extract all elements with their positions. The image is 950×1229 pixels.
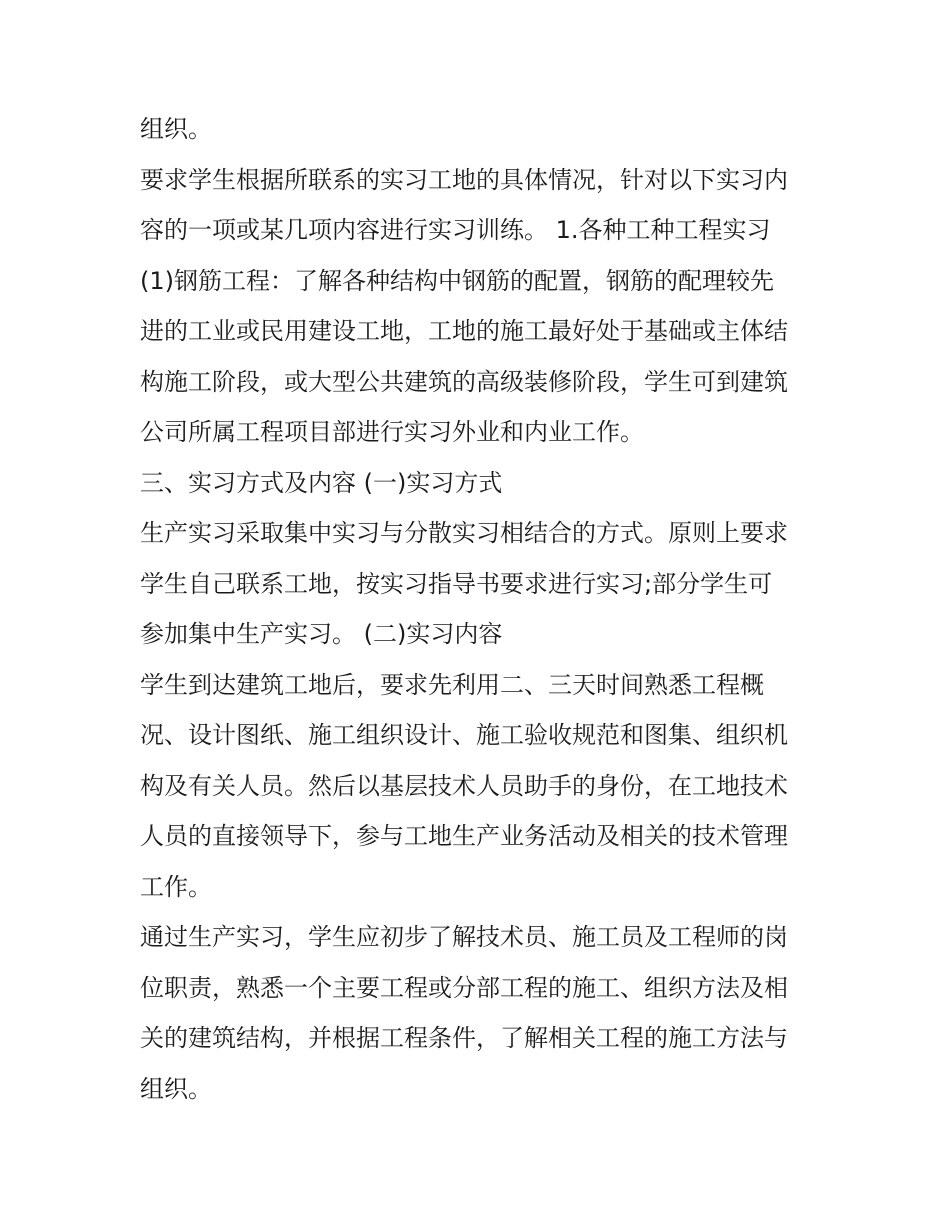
paragraph-1 <box>140 104 820 155</box>
text-line: 关的建筑结构，并根据工程条件，了解相关工程的施工方法与 <box>140 1024 788 1052</box>
text-line: 组织。 <box>140 1074 212 1103</box>
document-body <box>140 104 820 1114</box>
text-line: 生产实习采取集中实习与分散实习相结合的方式。原则上要求 <box>140 519 788 547</box>
paragraph-5 <box>140 912 820 1114</box>
paragraph-3 <box>140 508 820 660</box>
text-line: 组织。 <box>140 115 212 143</box>
text-line: 学生自己联系工地，按实习指导书要求进行实习;部分学生可 <box>140 569 773 598</box>
text-line: 要求学生根据所联系的实习工地的具体情况，针对以下实习内 <box>140 165 788 194</box>
section-heading <box>140 458 820 509</box>
text-line: 构施工阶段，或大型公共建筑的高级装修阶段，学生可到建筑 <box>140 367 788 396</box>
text-line: 通过生产实习，学生应初步了解技术员、施工员及工程师的岗 <box>140 923 788 951</box>
text-line: 况、设计图纸、施工组织设计、施工验收规范和图集、组织机 <box>140 721 788 749</box>
paragraph-2 <box>140 155 820 458</box>
text-line: 三、实习方式及内容 (一)实习方式 <box>140 468 503 497</box>
text-line: 人员的直接领导下，参与工地生产业务活动及相关的技术管理 <box>140 822 788 850</box>
text-line: 位职责，熟悉一个主要工程或分部工程的施工、组织方法及相 <box>140 973 788 1002</box>
text-line: 进的工业或民用建设工地，工地的施工最好处于基础或主体结 <box>140 317 788 345</box>
text-line: 学生到达建筑工地后，要求先利用二、三天时间熟悉工程概 <box>140 670 764 699</box>
text-line: 容的一项或某几项内容进行实习训练。 1.各种工种工程实习 <box>140 216 771 244</box>
text-line: (1)钢筋工程：了解各种结构中钢筋的配置，钢筋的配理较先 <box>140 266 774 295</box>
text-line: 工作。 <box>140 872 212 901</box>
text-line: 公司所属工程项目部进行实习外业和内业工作。 <box>140 418 644 446</box>
paragraph-4 <box>140 660 820 913</box>
text-line: 参加集中生产实习。 (二)实习内容 <box>140 620 503 648</box>
text-line: 构及有关人员。然后以基层技术人员助手的身份，在工地技术 <box>140 771 788 800</box>
